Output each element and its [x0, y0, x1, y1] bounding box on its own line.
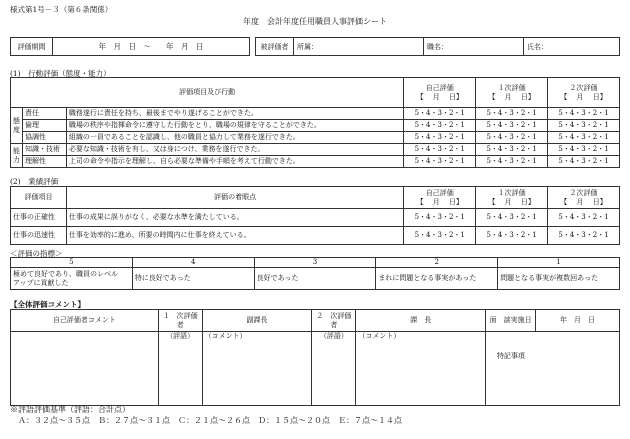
second-rating-box[interactable]: [312, 332, 356, 406]
second-rating[interactable]: 5・4・3・2・1: [548, 120, 620, 132]
section1-heading: (1) 行動評価（態度・能力）: [10, 69, 111, 78]
second-rating[interactable]: 5・4・3・2・1: [548, 108, 620, 120]
item-desc: 必要な知識・技術を有し、又は身につけ、業務を遂行できた。: [66, 144, 403, 156]
second-rating[interactable]: 5・4・3・2・1: [548, 209, 620, 227]
comment-label: （コメント）: [204, 332, 247, 340]
second-rating[interactable]: 5・4・3・2・1: [548, 156, 620, 168]
name-label: 氏名：: [527, 43, 548, 51]
notes-top: [486, 332, 620, 346]
item-label: 協調性: [22, 132, 66, 144]
first-eval-header: １次評価 【 月 日】: [476, 78, 548, 108]
items-header: 評価項目及び行動: [11, 78, 404, 108]
special-notes-box[interactable]: [536, 346, 620, 368]
first-rating[interactable]: 5・4・3・2・1: [476, 156, 548, 168]
form-number: 様式第1号－３（第６条関係）: [10, 5, 113, 14]
self-eval-header: 自己評価 【 月 日】: [404, 78, 476, 108]
self-rating[interactable]: 5・4・3・2・1: [404, 120, 476, 132]
scale-level-desc: 良好であった: [254, 268, 376, 290]
evaluatee-label: 被評価者: [256, 38, 294, 55]
scale-level-num: 5: [11, 258, 133, 268]
points-header: 評価の着眼点: [66, 187, 403, 209]
behavior-table: [10, 77, 620, 168]
group-attitude: 態度: [11, 108, 23, 144]
period-box: [10, 37, 250, 56]
evaluatee-box: [255, 37, 620, 56]
scale-heading: ＜評価の指標＞: [10, 249, 63, 258]
item-label: 責任: [22, 108, 66, 120]
second-rating[interactable]: 5・4・3・2・1: [548, 227, 620, 245]
comments-heading: 【全体評価コメント】: [10, 300, 85, 309]
self-rating[interactable]: 5・4・3・2・1: [404, 144, 476, 156]
performance-table: [10, 186, 620, 245]
notes-bottom: [486, 368, 620, 406]
item-desc: 仕事を効率的に進め、所要の時間内に仕事を終えている。: [66, 227, 403, 245]
first-role-header: 副課長: [202, 310, 312, 332]
scale-level-desc: 極めて良好であり、職員のレベル アップに貢献した: [11, 268, 133, 290]
self-eval-header: 自己評価 【 月 日】: [404, 187, 476, 209]
item-desc: 仕事の成果に誤りがなく、必要な水準を満たしている。: [66, 209, 403, 227]
item-label: 仕事の正確性: [11, 209, 67, 227]
scale-level-num: 2: [376, 258, 498, 268]
second-eval-header: ２次評価 【 月 日】: [548, 187, 620, 209]
scale-level-num: 4: [132, 258, 254, 268]
interview-header: 面 談実施日: [486, 310, 536, 332]
item-desc: 職務遂行に責任を持ち、最後までやり遂げることができた。: [66, 108, 403, 120]
second-rating[interactable]: 5・4・3・2・1: [548, 132, 620, 144]
rating-label: （評語）: [319, 332, 348, 340]
comments-table: [10, 309, 620, 406]
first-evaluator-header: １ 次評価者: [158, 310, 202, 332]
item-label: 仕事の迅速性: [11, 227, 67, 245]
second-evaluator-header: ２ 次評価者: [312, 310, 356, 332]
second-role-header: 課 長: [356, 310, 486, 332]
job-title-label: 職名：: [427, 43, 448, 51]
item-label: 倫理: [22, 120, 66, 132]
self-rating[interactable]: 5・4・3・2・1: [404, 227, 476, 245]
first-rating[interactable]: 5・4・3・2・1: [476, 108, 548, 120]
self-comment-header: 自己評価者コメント: [11, 310, 159, 332]
scale-level-desc: 特に良好であった: [132, 268, 254, 290]
group-ability: 能力: [11, 144, 23, 168]
section2-heading: (2) 業績評価: [10, 177, 59, 186]
dept-field[interactable]: [294, 38, 424, 55]
second-rating[interactable]: 5・4・3・2・1: [548, 144, 620, 156]
first-comment-box[interactable]: [202, 332, 312, 406]
interview-date[interactable]: 年 月 日: [536, 310, 620, 332]
self-rating[interactable]: 5・4・3・2・1: [404, 132, 476, 144]
name-field[interactable]: [524, 38, 619, 55]
self-rating[interactable]: 5・4・3・2・1: [404, 156, 476, 168]
item-desc: 職場の秩序や指揮命令に遵守した行動をとり、職場の規律を守ることができた。: [66, 120, 403, 132]
first-eval-header: １次評価 【 月 日】: [476, 187, 548, 209]
first-rating[interactable]: 5・4・3・2・1: [476, 132, 548, 144]
first-rating[interactable]: 5・4・3・2・1: [476, 144, 548, 156]
scale-level-num: 3: [254, 258, 376, 268]
item-header: 評価項目: [11, 187, 67, 209]
item-label: 知識・技術: [22, 144, 66, 156]
item-desc: 組織の一員であることを認識し、他の職員と協力して業務を遂行できた。: [66, 132, 403, 144]
period-label: 評価期間: [11, 38, 53, 55]
special-notes-label: 特記事項: [486, 346, 536, 368]
first-rating[interactable]: 5・4・3・2・1: [476, 209, 548, 227]
criteria-heading: ※評語評価基準（評語：合計点）: [10, 405, 130, 414]
scale-level-desc: まれに問題となる事実があった: [376, 268, 498, 290]
scale-level-num: 1: [498, 258, 620, 268]
criteria-text: Ａ：３２点～３５点 Ｂ：２７点～３１点 Ｃ：２１点～２６点 Ｄ：１５点～２０点 Ｅ：７点～１４点: [18, 416, 402, 425]
comment-label: （コメント）: [358, 332, 401, 340]
period-value[interactable]: 年 月 日 ～ 年 月 日: [98, 42, 204, 51]
page-title: 年度 会計年度任用職員人事評価シート: [243, 17, 387, 26]
second-comment-box[interactable]: [356, 332, 486, 406]
item-desc: 上司の命令や指示を理解し、自ら必要な準備や手順を考えて行動できた。: [66, 156, 403, 168]
second-eval-header: ２次評価 【 月 日】: [548, 78, 620, 108]
rating-label: （評語）: [166, 332, 195, 340]
self-rating[interactable]: 5・4・3・2・1: [404, 209, 476, 227]
self-comment-box[interactable]: [11, 332, 159, 406]
first-rating[interactable]: 5・4・3・2・1: [476, 120, 548, 132]
scale-level-desc: 問題となる事実が複数回あった: [498, 268, 620, 290]
dept-label: 所属：: [297, 43, 318, 51]
title-field[interactable]: [424, 38, 524, 55]
first-rating-box[interactable]: [158, 332, 202, 406]
self-rating[interactable]: 5・4・3・2・1: [404, 108, 476, 120]
scale-table: [10, 257, 620, 290]
first-rating[interactable]: 5・4・3・2・1: [476, 227, 548, 245]
item-label: 理解性: [22, 156, 66, 168]
